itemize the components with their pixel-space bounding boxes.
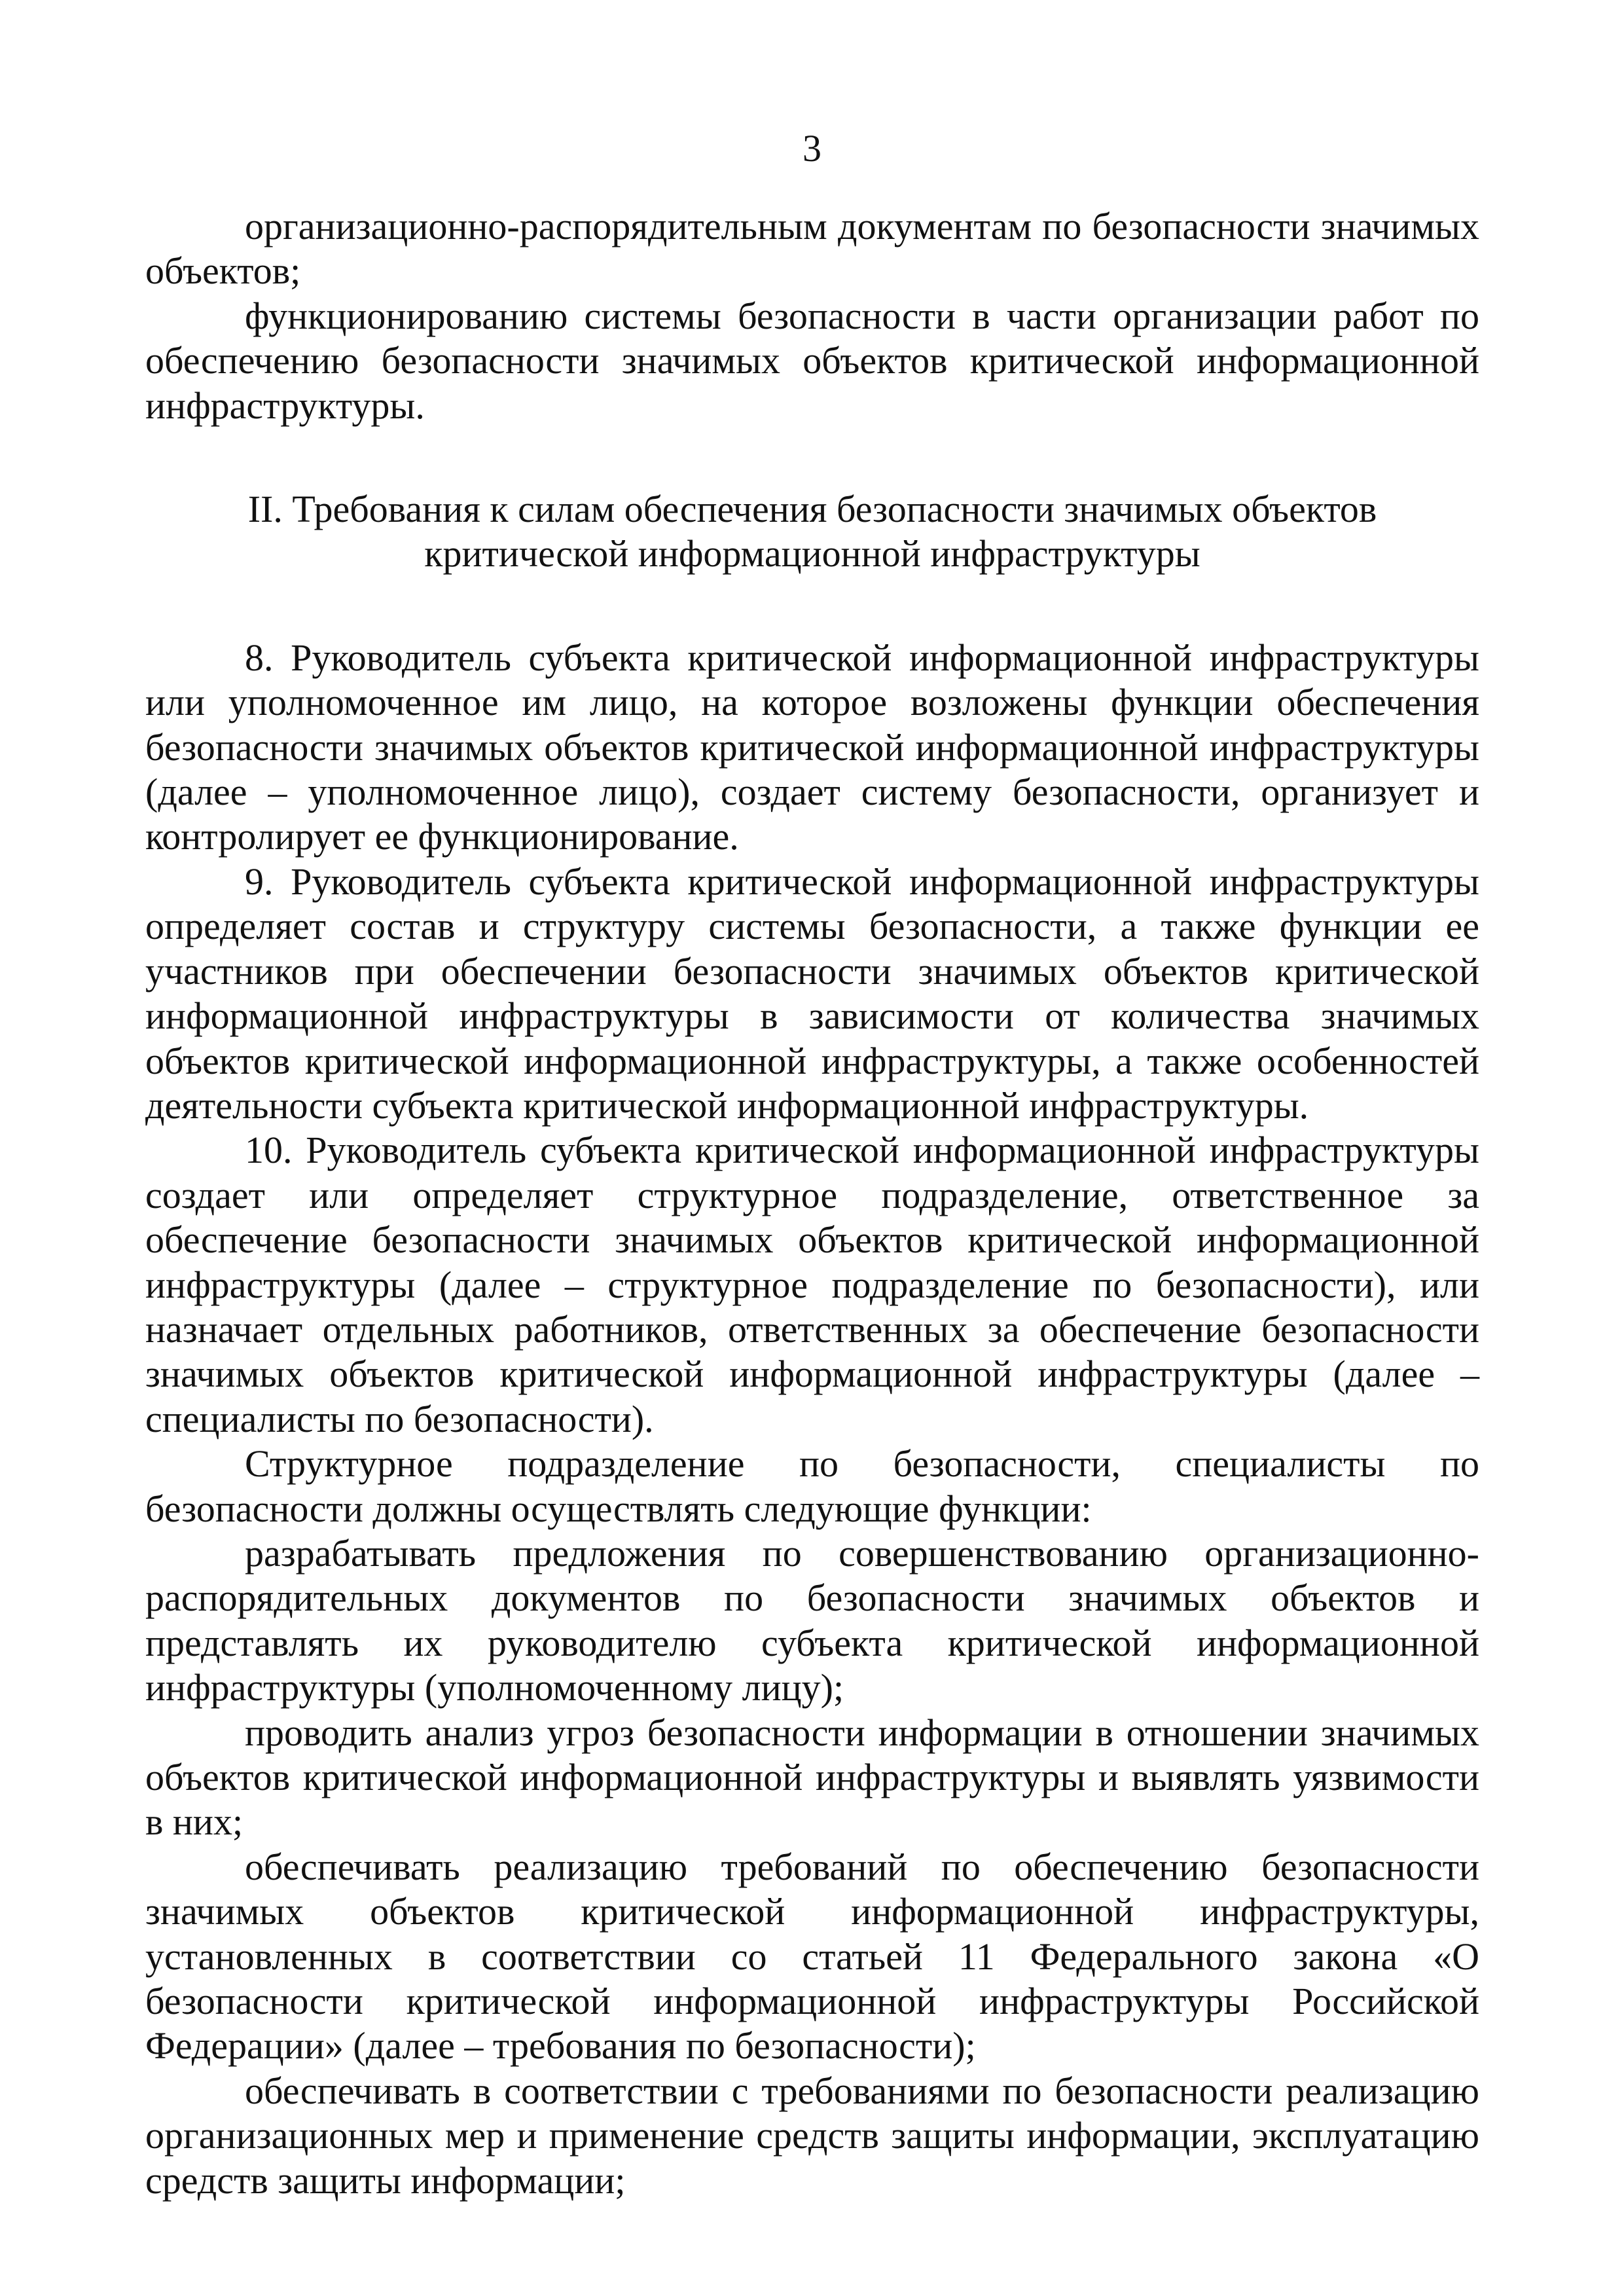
paragraph-item-8: 8. Руководитель субъекта критической информационной инфраструктуры или уполномоченное им лицо, на которое возложены функции обеспечения безопасности значимых объектов критической информационной инфраструктуры (далее – уполномоченное лицо), создает систему безопасности, организует и контролирует ее функционирование.	[145, 636, 1479, 858]
paragraph-continuation-documents: организационно-распорядительным документам по безопасности значимых объектов;	[145, 205, 1479, 293]
paragraph-system-functioning: функционированию системы безопасности в части организации работ по обеспечению безопасности значимых объектов критической информационной инфраструктуры.	[145, 294, 1479, 427]
section-heading-line-1: II. Требования к силам обеспечения безопасности значимых объектов	[247, 488, 1377, 531]
paragraph-item-9: 9. Руководитель субъекта критической информационной инфраструктуры определяет состав и структуру системы безопасности, а также функции ее участников при обеспечении безопасности значимых объектов критической информационной инфраструктуры в зависимости от количества значимых объектов критической информационной инфраструктуры, а также особенностей деятельности субъекта критической информационной инфраструктуры.	[145, 860, 1479, 1127]
document-body	[145, 204, 1479, 2203]
paragraph-functions-intro: Структурное подразделение по безопасности, специалисты по безопасности должны осуществлять следующие функции:	[145, 1442, 1479, 1530]
paragraph-function-proposals: разрабатывать предложения по совершенствованию организационно-распорядительных документов по безопасности значимых объектов и представлять их руководителю субъекта критической информационной инфраструктуры (уполномоченному лицу);	[145, 1531, 1479, 1709]
section-heading	[145, 487, 1479, 577]
paragraph-function-requirements: обеспечивать реализацию требований по обеспечению безопасности значимых объектов критической информационной инфраструктуры, установленных в соответствии со статьей 11 Федерального закона «О безопасности критической информационной инфраструктуры Российской Федерации» (далее – требования по безопасности);	[145, 1845, 1479, 2068]
paragraph-item-10: 10. Руководитель субъекта критической информационной инфраструктуры создает или определяет структурное подразделение, ответственное за обеспечение безопасности значимых объектов критической информационной инфраструктуры (далее – структурное подразделение по безопасности), или назначает отдельных работников, ответственных за обеспечение безопасности значимых объектов критической информационной инфраструктуры (далее – специалисты по безопасности).	[145, 1129, 1479, 1440]
page-number: 3	[803, 127, 821, 170]
section-heading-line-2: критической информационной инфраструктуры	[424, 532, 1200, 575]
paragraph-function-threat-analysis: проводить анализ угроз безопасности информации в отношении значимых объектов критической информационной инфраструктуры и выявлять уязвимости в них;	[145, 1711, 1479, 1844]
paragraph-function-protection-measures: обеспечивать в соответствии с требованиями по безопасности реализацию организационных мер и применение средств защиты информации, эксплуатацию средств защиты информации;	[145, 2069, 1479, 2202]
